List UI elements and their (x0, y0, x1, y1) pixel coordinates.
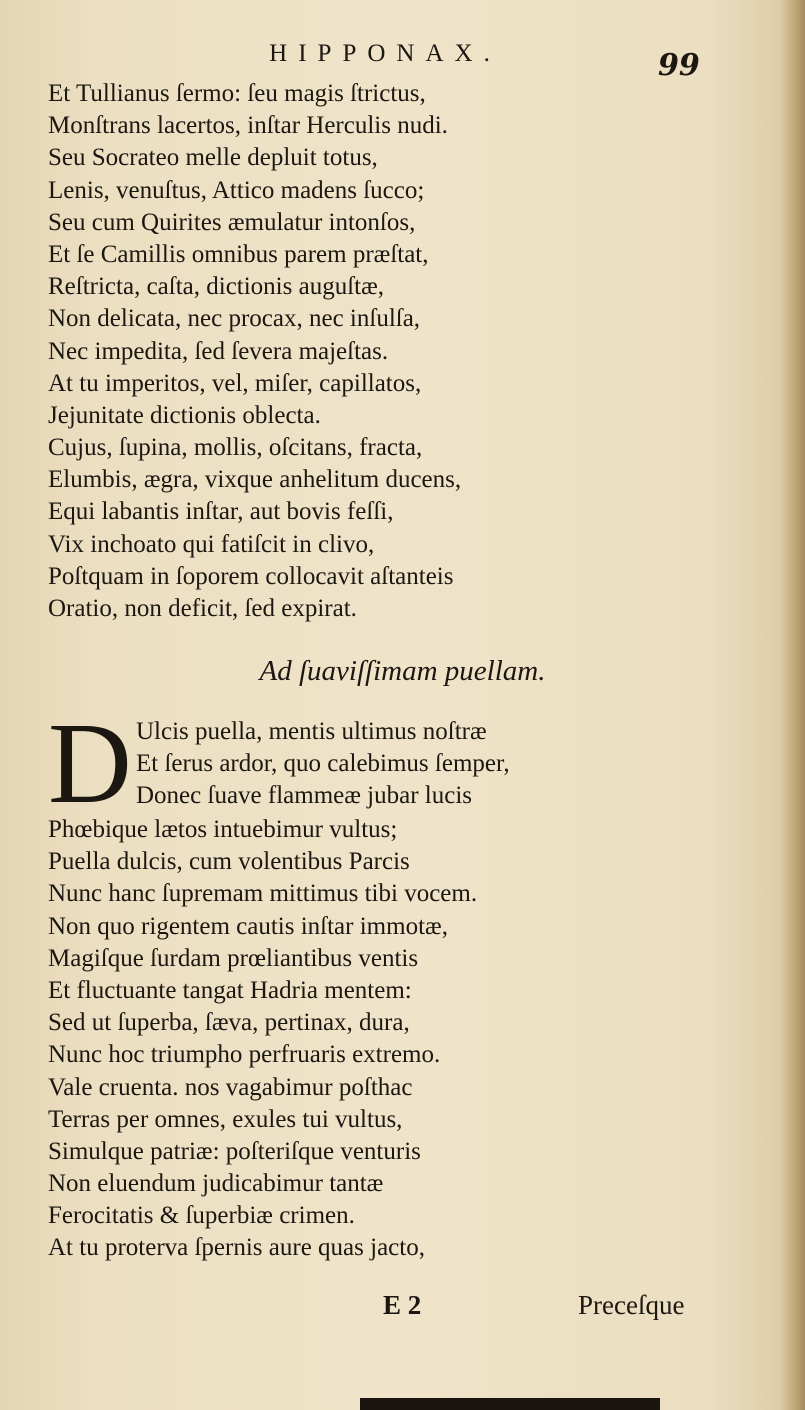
verse-line: Vix inchoato qui fatiſcit in clivo, (48, 530, 375, 558)
verse-line: Poſtquam in ſoporem collocavit aſtanteis (48, 562, 454, 590)
verse-line: Non eluendum judicabimur tantæ (48, 1170, 384, 1198)
verse-line: Donec ſuave flammeæ jubar lucis (136, 782, 472, 810)
verse-line: Simulque patriæ: poſteriſque venturis (48, 1137, 421, 1165)
verse-line: Reſtricta, caſta, dictionis auguſtæ, (48, 273, 385, 301)
verse-line: Ferocitatis & ſuperbiæ crimen. (48, 1202, 355, 1230)
verse-line: Seu Socrateo melle depluit totus, (48, 144, 378, 172)
verse-line: Et Tullianus ſermo: ſeu magis ſtrictus, (48, 80, 426, 107)
verse-line: Non delicata, nec procax, nec inſulſa, (48, 305, 421, 333)
bottom-rule (360, 1398, 660, 1410)
verse-line: Lenis, venuſtus, Attico madens ſucco; (48, 176, 425, 204)
verse-line: Et fluctuante tangat Hadria mentem: (48, 976, 412, 1004)
verse-line: Monſtrans lacertos, inſtar Herculis nudi. (48, 112, 448, 140)
signature-mark: E 2 (383, 1290, 422, 1320)
first-poem (48, 78, 748, 625)
verse-line: Nec impedita, ſed ſevera majeſtas. (48, 337, 389, 365)
verse-line: Cujus, ſupina, mollis, oſcitans, fracta, (48, 434, 423, 462)
poem-title: Ad ſuaviſſimam puellam. (259, 655, 546, 687)
verse-line: Ulcis puella, mentis ultimus noſtræ (136, 718, 487, 745)
verse-line: Terras per omnes, exules tui vultus, (48, 1105, 403, 1133)
page-number: 99 (658, 48, 700, 83)
running-head: HIPPONAX. (269, 40, 501, 67)
verse-line: Oratio, non deficit, ſed expirat. (48, 595, 357, 622)
verse-line: Puella dulcis, cum volentibus Parcis (48, 848, 410, 876)
verse-line: Non quo rigentem cautis inſtar immotæ, (48, 912, 448, 940)
verse-line: At tu imperitos, vel, miſer, capillatos, (48, 369, 422, 397)
drop-cap: D (48, 700, 132, 828)
verse-line: Nunc hanc ſupremam mittimus tibi vocem. (48, 880, 478, 908)
verse-line: Phœbique lætos intuebimur vultus; (48, 816, 398, 843)
verse-line: Equi labantis inſtar, aut bovis feſſi, (48, 498, 394, 526)
catchword: Preceſque (578, 1290, 685, 1320)
verse-line: Et ſe Camillis omnibus parem præſtat, (48, 240, 429, 268)
second-poem (48, 700, 748, 1265)
verse-line: Magiſque ſurdam prœliantibus ventis (48, 944, 419, 972)
verse-line: Seu cum Quirites æmulatur intonſos, (48, 208, 416, 236)
verse-line: Nunc hoc triumpho perfruaris extremo. (48, 1041, 441, 1069)
verse-line: Sed ut ſuperba, ſæva, pertinax, dura, (48, 1009, 410, 1037)
verse-line: At tu proterva ſpernis aure quas jacto, (48, 1234, 425, 1262)
verse-line: Et ſerus ardor, quo calebimus ſemper, (136, 750, 510, 778)
verse-line: Elumbis, ægra, vixque anhelitum ducens, (48, 466, 462, 494)
verse-line: Vale cruenta. nos vagabimur poſthac (48, 1073, 413, 1101)
verse-line: Jejunitate dictionis oblecta. (48, 401, 321, 429)
page-edge-shadow (779, 0, 805, 1410)
